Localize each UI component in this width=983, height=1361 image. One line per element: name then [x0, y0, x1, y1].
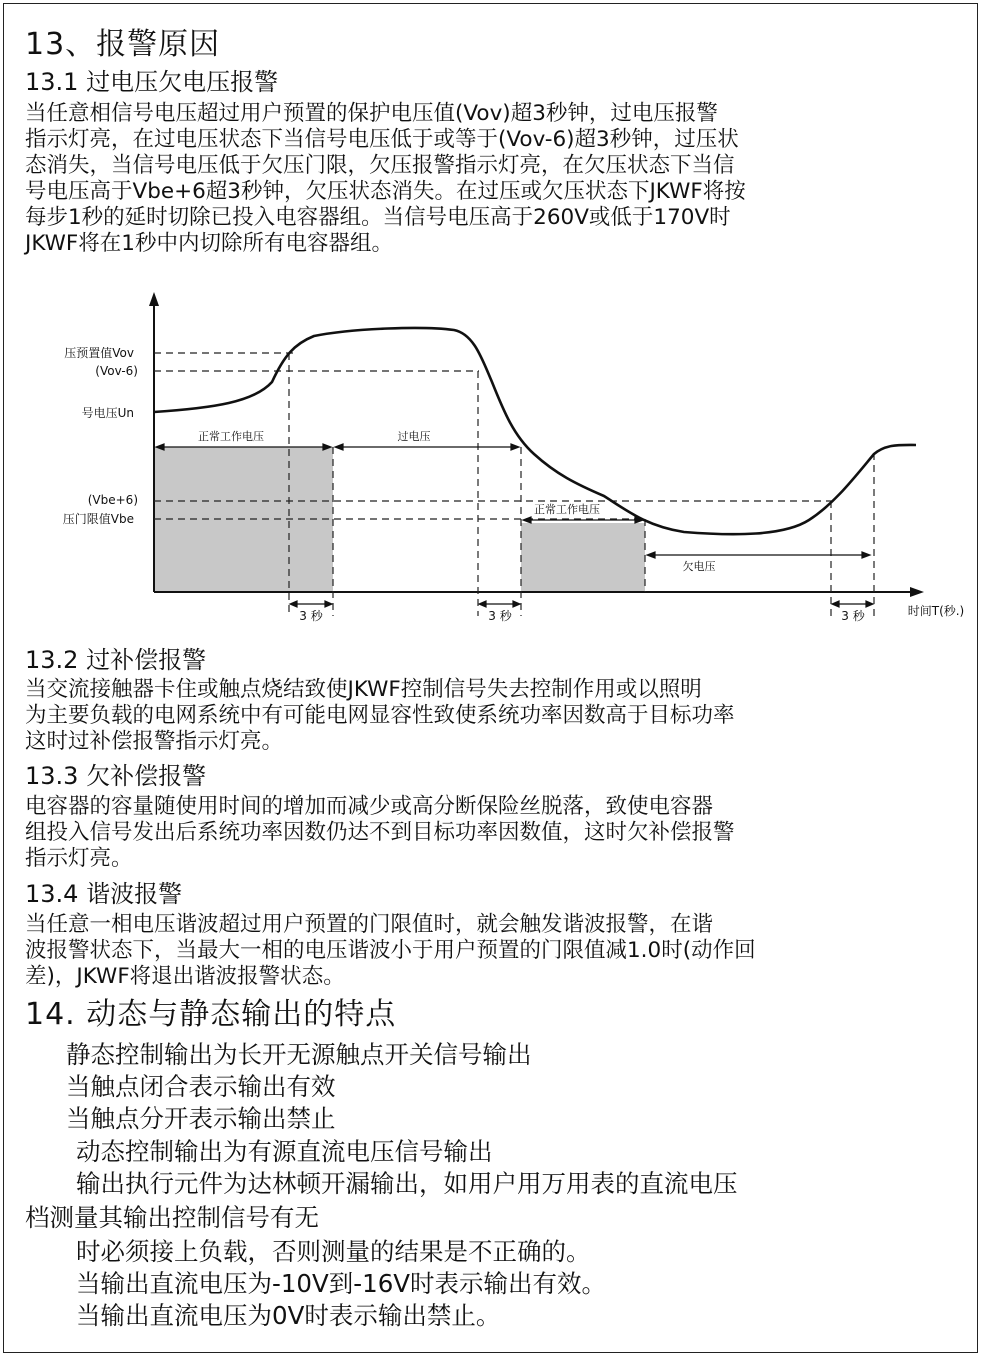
delay-label-2: 3 秒: [488, 609, 512, 623]
text-line: 当任意相信号电压超过用户预置的保护电压值(Vov)超3秒钟，过电压报警: [25, 101, 718, 126]
delay-label-1: 3 秒: [299, 609, 323, 623]
text-line: 电容器的容量随使用时间的增加而减少或高分断保险丝脱落，致使电容器: [25, 794, 714, 819]
sec14-line: 档测量其输出控制信号有无: [25, 1203, 319, 1232]
voltage-alarm-diagram: [4, 284, 978, 629]
text-line: 指示灯亮，在过电压状态下当信号电压低于或等于(Vov-6)超3秒钟，过压状: [25, 127, 739, 152]
section-13-2-title: 13.2 过补偿报警: [25, 646, 207, 674]
section-13-1-body: [25, 101, 945, 257]
text-line: 态消失，当信号电压低于欠压门限，欠压报警指示灯亮，在欠压状态下当信: [25, 153, 735, 178]
section-13-3-body: [25, 794, 945, 872]
label-under: 欠电压: [682, 560, 716, 573]
sec14-line: 当触点闭合表示输出有效: [66, 1072, 336, 1101]
sec14-line: 动态控制输出为有源直流电压信号输出: [76, 1137, 493, 1166]
label-un: 号电压Un: [81, 406, 134, 420]
section-13-4-title: 13.4 谐波报警: [25, 880, 183, 908]
section-14-title: 14. 动态与静态输出的特点: [25, 997, 397, 1032]
y-axis-arrow: [149, 292, 159, 306]
sec14-line: 静态控制输出为长开无源触点开关信号输出: [66, 1040, 532, 1069]
text-line: 当交流接触器卡住或触点烧结致使JKWF控制信号失去控制作用或以照明: [25, 677, 702, 702]
x-axis-label: 时间T(秒.): [907, 604, 965, 618]
sec14-line: 当输出直流电压为0V时表示输出禁止。: [76, 1301, 501, 1330]
arrow-head: [335, 444, 343, 450]
text-line: 每步1秒的延时切除已投入电容器组。当信号电压高于260V或低于170V时: [25, 205, 731, 230]
normal-region-2-fill: [521, 523, 645, 592]
section-13-2-body: [25, 677, 945, 755]
arrow-head: [647, 552, 655, 558]
label-over: 过电压: [397, 430, 431, 443]
label-normal-2: 正常工作电压: [534, 503, 600, 516]
text-line: 为主要负载的电网系统中有可能电网显容性致使系统功率因数高于目标功率: [25, 703, 735, 728]
delay-arrows: [290, 601, 873, 607]
sec14-line: 时必须接上负载，否则测量的结果是不正确的。: [76, 1237, 591, 1266]
section-13-1-title: 13.1 过电压欠电压报警: [25, 68, 279, 96]
section-13-3-title: 13.3 欠补偿报警: [25, 762, 207, 790]
label-vov: 压预置值Vov: [64, 346, 134, 360]
text-line: 指示灯亮。: [25, 846, 133, 871]
arrow-head: [862, 552, 870, 558]
text-line: 差)，JKWF将退出谐波报警状态。: [25, 964, 345, 989]
text-line: 号电压高于Vbe+6超3秒钟，欠压状态消失。在过压或欠压状态下JKWF将按: [25, 179, 746, 204]
arrow-head: [523, 517, 531, 523]
text-line: 当任意一相电压谐波超过用户预置的门限值时，就会触发谐波报警，在谐: [25, 912, 714, 937]
label-normal-1: 正常工作电压: [198, 430, 264, 443]
sec14-line: 当输出直流电压为-10V到-16V时表示输出有效。: [76, 1269, 607, 1298]
label-vbe6: (Vbe+6): [87, 493, 138, 507]
section-13-title: 13、报警原因: [25, 27, 221, 62]
manual-page: [3, 3, 978, 1353]
text-line: 波报警状态下，当最大一相的电压谐波小于用户预置的门限值减1.0时(动作回: [25, 938, 756, 963]
x-axis-arrow: [910, 587, 924, 597]
label-vov6: (Vov-6): [95, 364, 138, 378]
sec14-line: 输出执行元件为达林顿开漏输出，如用户用万用表的直流电压: [76, 1169, 738, 1198]
sec14-line: 当触点分开表示输出禁止: [66, 1104, 336, 1133]
text-line: 这时过补偿报警指示灯亮。: [25, 729, 284, 754]
section-13-4-body: [25, 912, 945, 990]
text-line: 组投入信号发出后系统功率因数仍达不到目标功率因数值，这时欠补偿报警: [25, 820, 735, 845]
arrow-head: [511, 444, 519, 450]
label-vbe: 压门限值Vbe: [62, 512, 134, 526]
text-line: JKWF将在1秒中内切除所有电容器组。: [25, 231, 393, 256]
delay-label-3: 3 秒: [841, 609, 865, 623]
